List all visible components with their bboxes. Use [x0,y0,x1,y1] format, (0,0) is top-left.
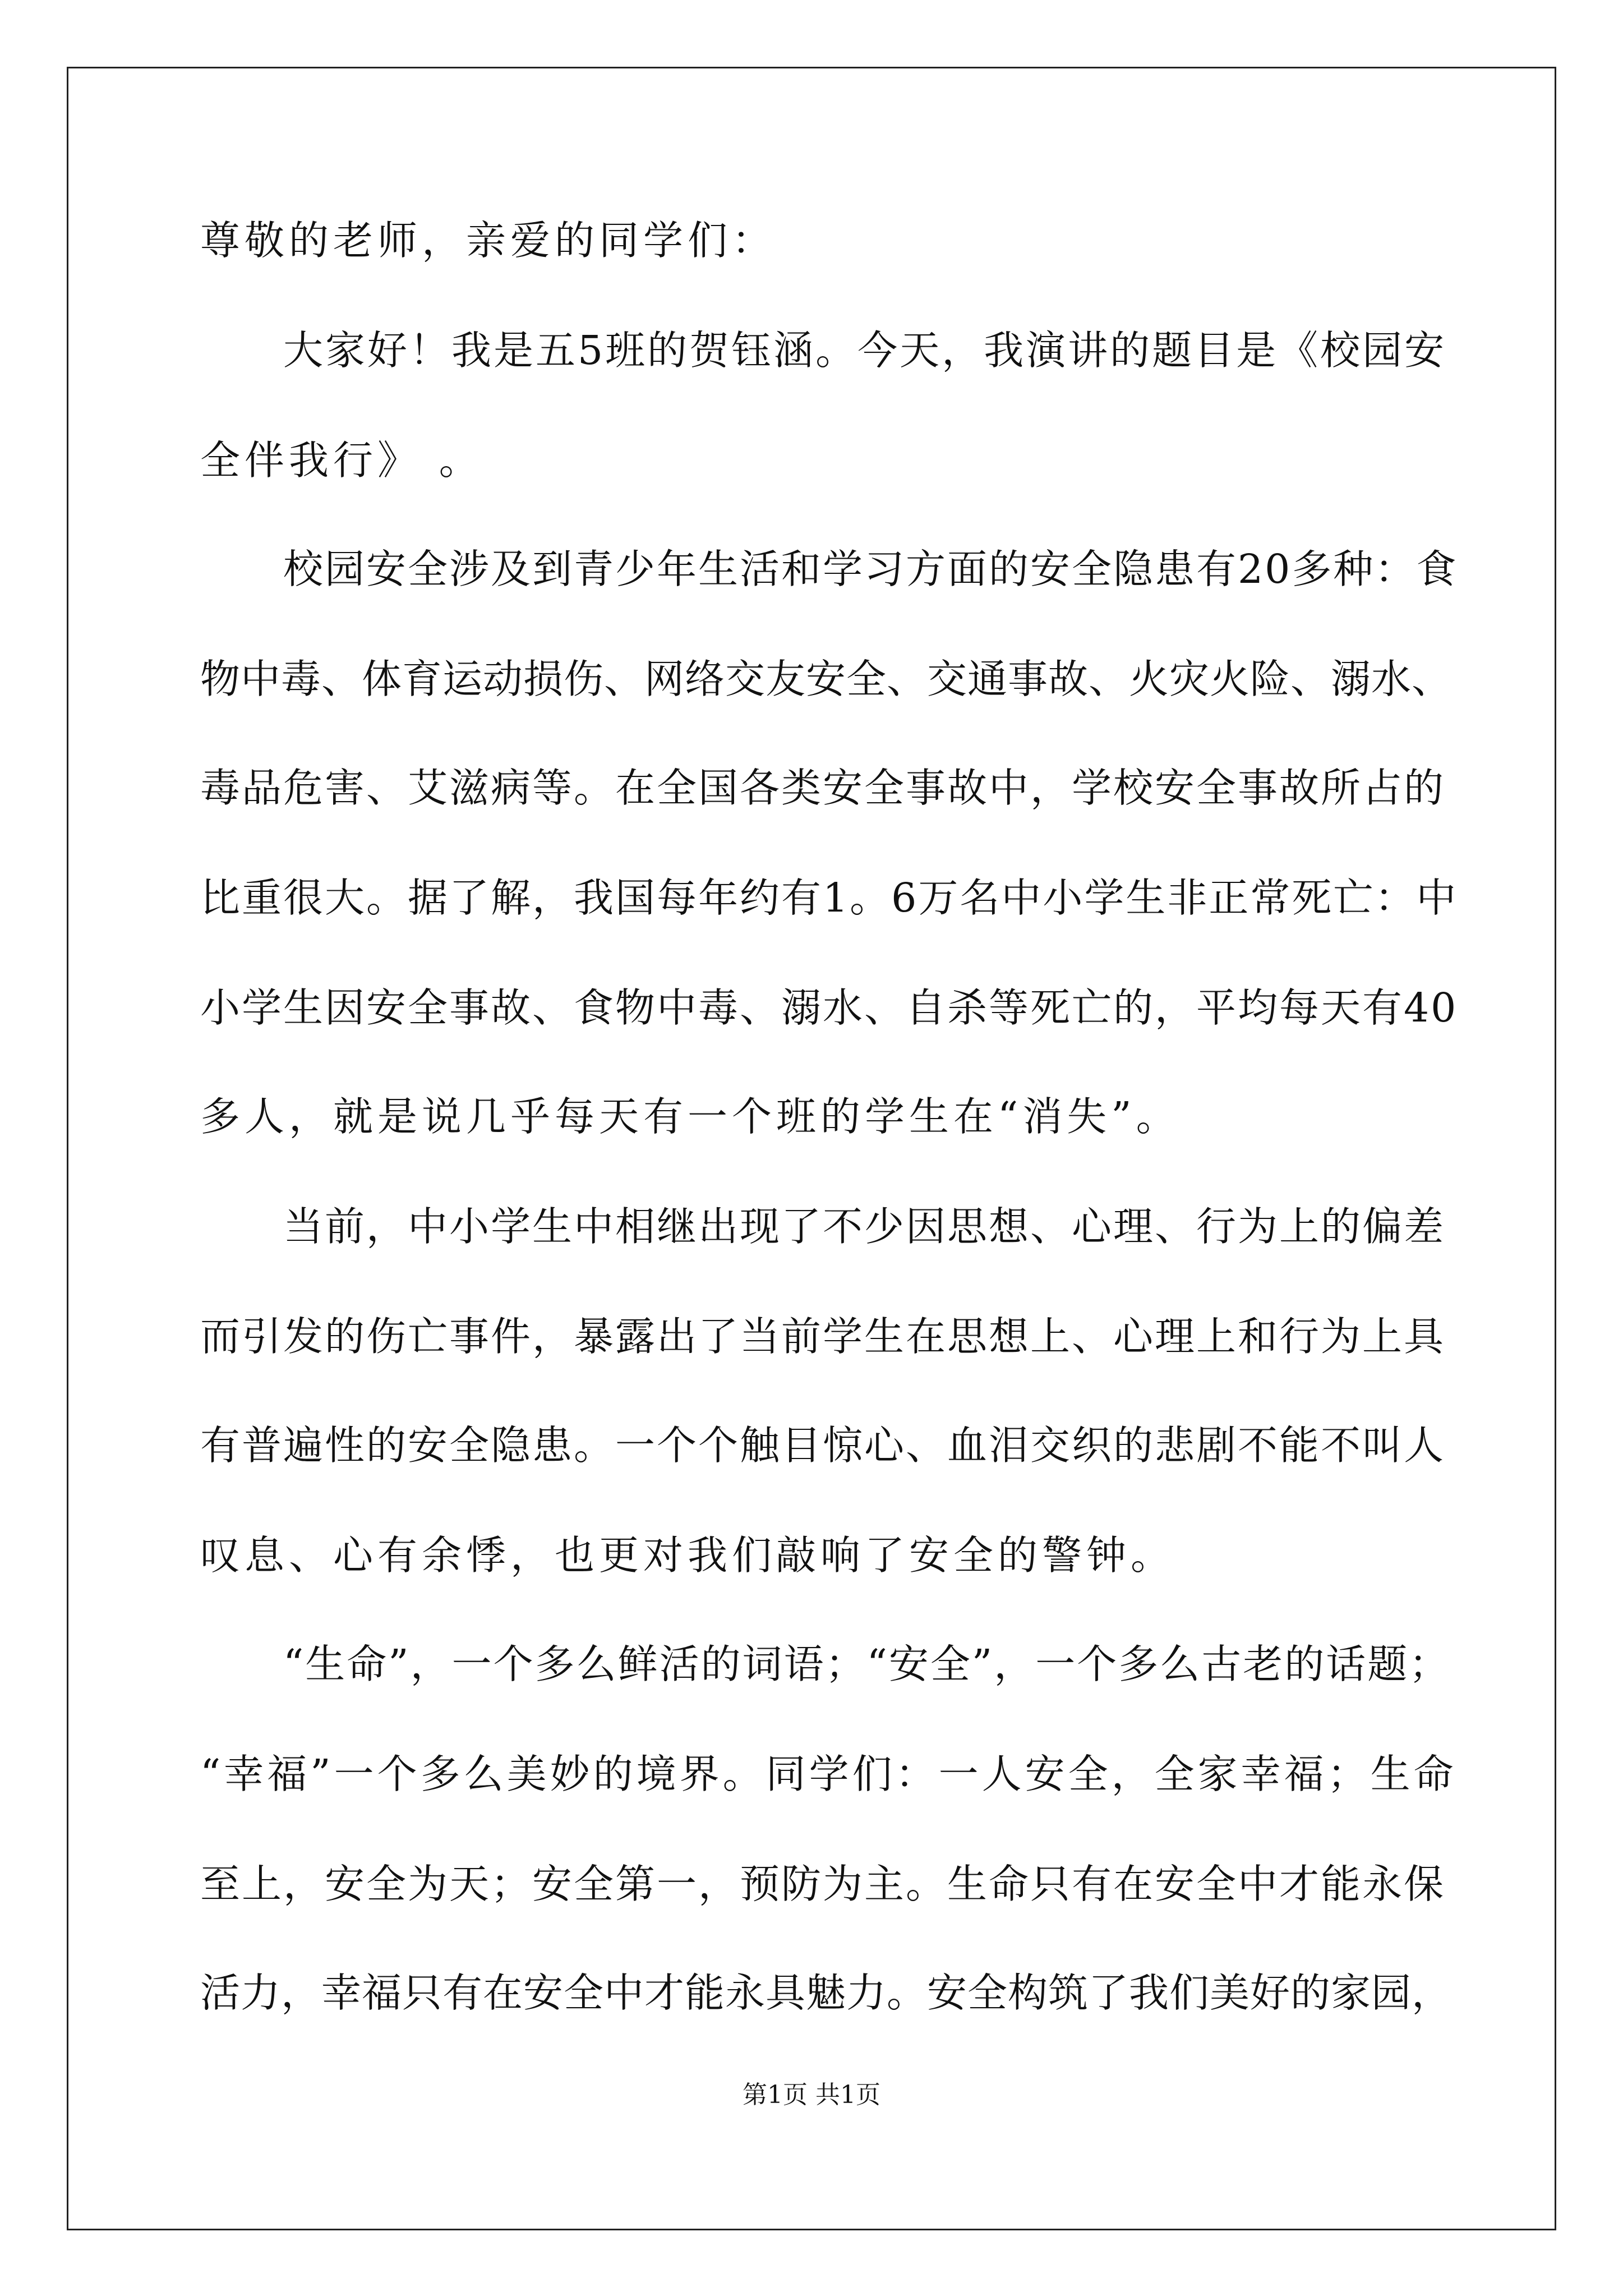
text-line: “生命”，一个多么鲜活的词语；“安全”，一个多么古老的话题； [283,1641,1451,1687]
text-line: 有普遍性的安全隐患。一个个触目惊心、血泪交织的悲剧不能不叫人 [200,1422,1446,1469]
text-line: 多人，就是说几乎每天有一个班的学生在“消失”。 [200,1093,1181,1140]
text-line: 校园安全涉及到青少年生活和学习方面的安全隐患有20多种：食 [283,546,1458,592]
page-number-footer: 第1页 共1页 [743,2081,880,2109]
text-line: 物中毒、体育运动损伤、网络交友安全、交通事故、火灾火险、溺水、 [200,656,1453,702]
text-line: 叹息、心有余悸，也更对我们敲响了安全的警钟。 [200,1532,1175,1579]
text-line: 大家好！我是五5班的贺钰涵。今天，我演讲的题目是《校园安 [283,327,1447,374]
text-line: 至上，安全为天；安全第一，预防为主。生命只有在安全中才能永保 [200,1861,1446,1907]
text-line: 而引发的伤亡事件，暴露出了当前学生在思想上、心理上和行为上具 [200,1313,1446,1360]
text-line: 当前，中小学生中相继出现了不少因思想、心理、行为上的偏差 [283,1203,1446,1250]
text-line: “幸福”一个多么美妙的境界。同学们：一人安全，全家幸福；生命 [200,1751,1457,1797]
text-line-salutation: 尊敬的老师，亲爱的同学们： [200,217,777,264]
text-line: 毒品危害、艾滋病等。在全国各类安全事故中，学校安全事故所占的 [200,765,1446,811]
text-line: 比重很大。据了解，我国每年约有1。6万名中小学生非正常死亡：中 [200,875,1458,921]
text-line: 全伴我行》 。 [200,437,483,484]
text-line: 小学生因安全事故、食物中毒、溺水、自杀等死亡的，平均每天有40 [200,984,1458,1031]
text-line: 活力，幸福只有在安全中才能永具魅力。安全构筑了我们美好的家园， [200,1970,1453,2016]
